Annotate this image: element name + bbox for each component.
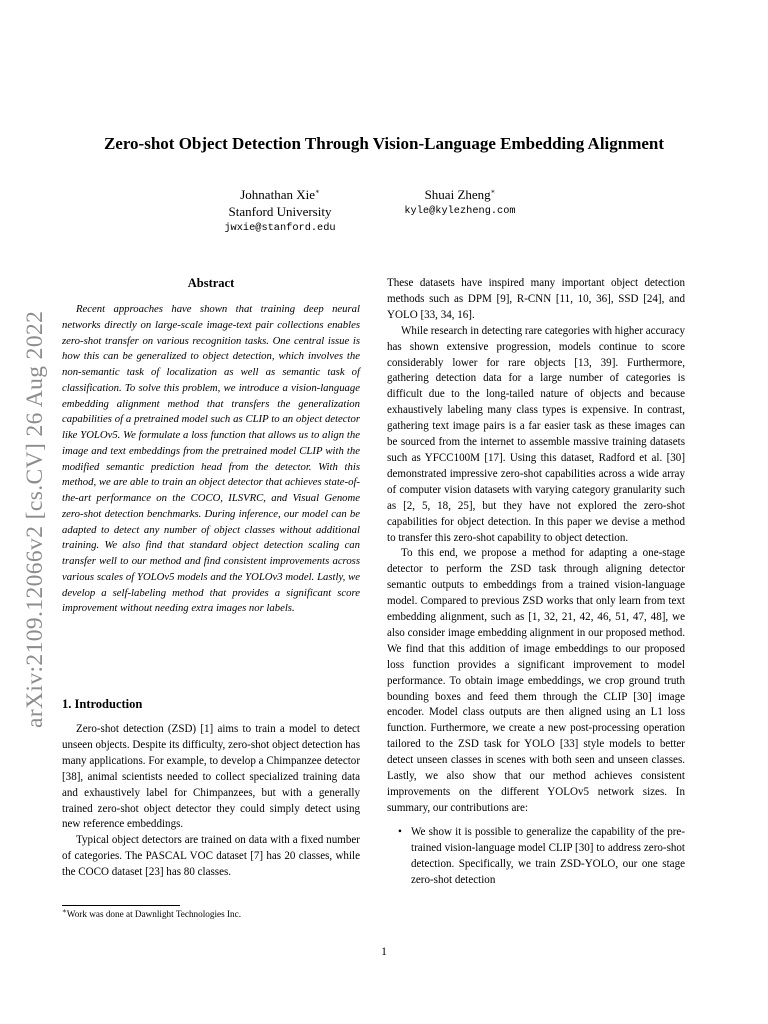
intro-body [62, 722, 360, 881]
author-1-name: Johnathan Xie [240, 187, 315, 202]
bullet-dot: • [398, 825, 402, 838]
intro-paragraph-1: Zero-shot detection (ZSD) [1] aims to train a model to detect unseen objects. Despite its difficulty, zero-shot object detection has many applications. For example, to develop a Chimpanzee detector [38], animal scientists needed to collect specialized training data and exhaustively label for Chimpanzees, but with a generally trained zero-shot object detector they could simply detect using new reference embeddings. [62, 723, 360, 831]
author-1-affiliation: Stanford University [228, 204, 332, 219]
page-number: 1 [381, 946, 387, 958]
author-1-mark: ∗ [314, 187, 320, 196]
footnote-mark: ∗ [62, 906, 67, 915]
intro-paragraph-2: Typical object detectors are trained on data with a fixed number of categories. The PASCAL VOC dataset [7] has 20 classes, while the COCO dataset [23] has 80 classes. [62, 834, 360, 879]
right-paragraph-1: These datasets have inspired many important object detection methods such as DPM [9], R-CNN [11, 10, 36], SSD [24], and YOLO [33, 34, 16]. [387, 277, 685, 321]
intro-heading: 1. Introduction [62, 697, 143, 711]
contribution-bullet-1 [387, 825, 685, 889]
author-2-name: Shuai Zheng [424, 187, 491, 202]
footnote-rule [62, 905, 180, 906]
author-1-email: jwxie@stanford.edu [224, 222, 336, 234]
right-paragraph-3: To this end, we propose a method for adapting a one-stage detector to perform the ZSD task through aligning detector semantic outputs to embeddings from a trained vision-language model. Compared to previous ZSD works that only learn from text embedding alignment, such as [1, 32, 21, 42, 46, 51, 47, 48], we also consider image embedding alignment in our proposed method. We find that this addition of image embeddings to our proposed loss function provides a significant improvement to model performance. To obtain image embeddings, we crop ground truth bounding boxes and feed them through the CLIP [30] image encoder. Model class outputs are then aligned using an L1 loss function. Furthermore, we create a new post-processing operation tailored to the ZSD task for YOLO [33] style models to better detect unseen classes in scenes with both seen and unseen classes. Lastly, we also show that our method achieves consistent improvements on the different YOLOv5 network sizes. In summary, our contributions are: [387, 547, 685, 814]
arxiv-side-label: arXiv:2109.12066v2 [cs.CV] 26 Aug 2022 [22, 310, 48, 728]
footnote [62, 908, 241, 920]
author-2 [360, 186, 560, 220]
abstract-text: Recent approaches have shown that training deep neural networks directly on large-scale image-text pair collections enables zero-shot transfer on various recognition tasks. One central issue is how this can be generalized to object detection, which involves the non-semantic task of localization as well as semantic task of classification. To solve this problem, we introduce a vision-language embedding alignment method that transfers the generalization capabilities of a pretrained model such as CLIP to an object detector like YOLOv5. We formulate a loss function that allows us to align the image and text embeddings from the pretrained model CLIP with the modified semantic prediction head from the detector. With this method, we are able to train an object detector that achieves state-of-the-art performance on the COCO, ILSVRC, and Visual Genome zero-shot detection benchmarks. During inference, our model can be adapted to detect any number of object classes without additional training. We also find that standard object detection scaling can transfer well to our method and find consistent improvements across various scales of YOLOv5 models and the YOLOv3 model. Lastly, we develop a self-labeling method that provides a significant score improvement without needing extra images nor labels. [62, 303, 360, 615]
bullet-text: We show it is possible to generalize the capability of the pre-trained vision-language model CLIP [30] to address zero-shot detection. Specifically, we train ZSD-YOLO, our one stage zero-shot detection [411, 825, 685, 886]
right-column [387, 276, 685, 888]
footnote-text: Work was done at Dawnlight Technologies Inc. [66, 909, 242, 919]
author-2-mark: ∗ [490, 187, 496, 196]
paper-title: Zero-shot Object Detection Through Vision-Language Embedding Alignment [103, 134, 665, 153]
author-1 [180, 186, 380, 237]
abstract-body [62, 302, 360, 617]
abstract-heading: Abstract [187, 276, 235, 290]
author-2-email: kyle@kylezheng.com [404, 205, 516, 217]
right-paragraph-2: While research in detecting rare categories with higher accuracy has shown extensive progression, models continue to score considerably lower for rare objects [13, 39]. Furthermore, gathering detection data for a large number of categories is difficult due to the long-tailed nature of objects and because exhaustively labeling many class types is expensive. In contrast, gathering text image pairs is a far easier task as these images can be sourced from the internet to assemble massive training datasets such as YFCC100M [17]. Using this dataset, Radford et al. [30] demonstrated impressive zero-shot capabilities across a wide array of computer vision datasets with varying category granularity such as [2, 5, 18, 25], but they have not explored the zero-shot capabilities for object detection. In this paper we devise a method to transfer this zero-shot capability to object detection. [387, 324, 685, 544]
